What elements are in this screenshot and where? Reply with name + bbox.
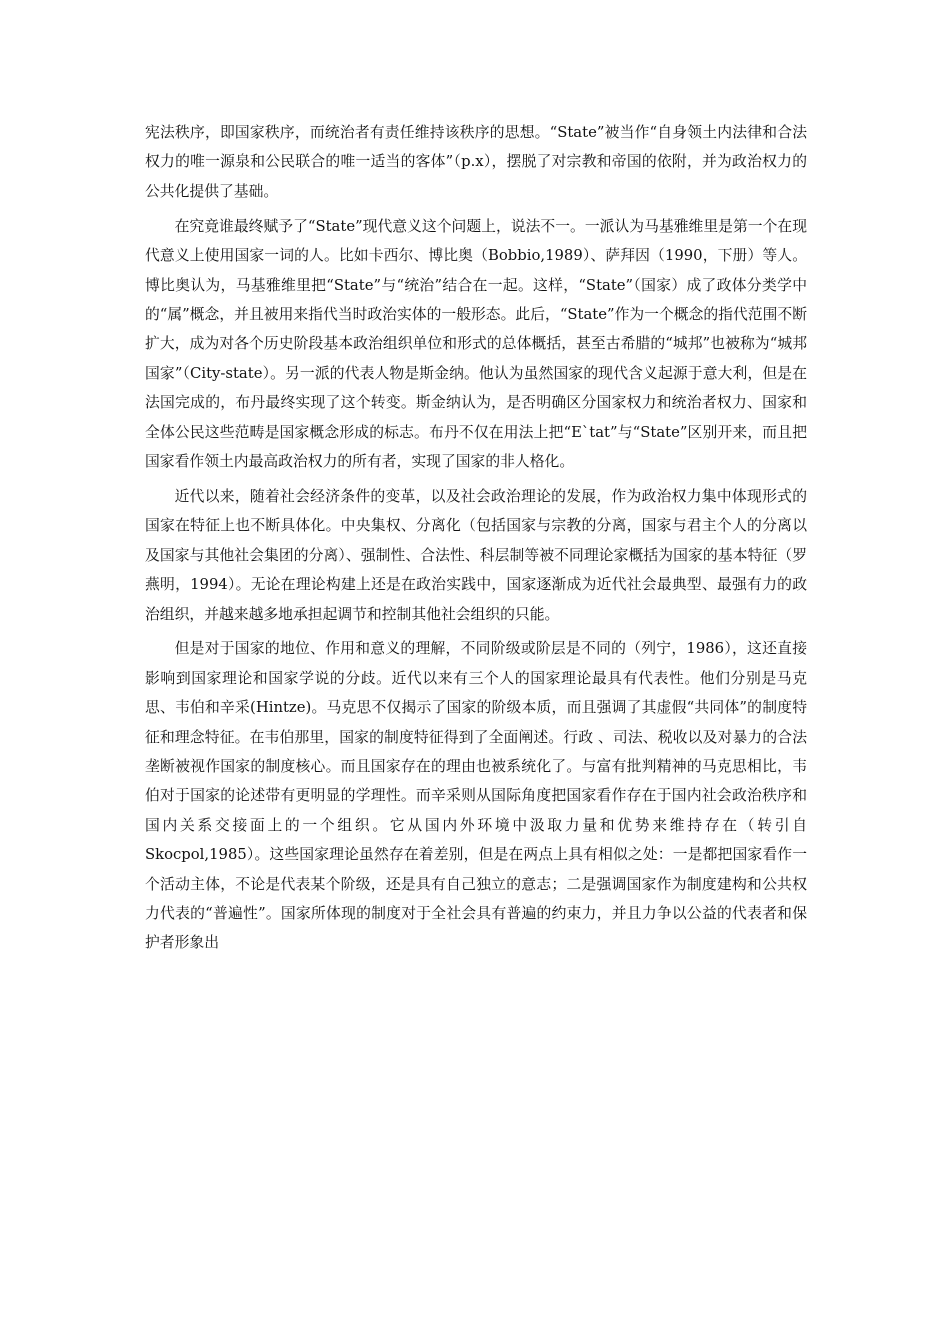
paragraph-3: 近代以来，随着社会经济条件的变革，以及社会政治理论的发展，作为政治权力集中体现形式的国家在特征上也不断具体化。中央集权、分离化（包括国家与宗教的分离，国家与君主个人的分离以及国家与其他社会集团的分离）、强制性、合法性、科层制等被不同理论家概括为国家的基本特征（罗燕明，1994）。无论在理论构建上还是在政治实践中，国家逐渐成为近代社会最典型、最强有力的政治组织，并越来越多地承担起调节和控制其他社会组织的只能。 — [145, 487, 807, 623]
document-body — [145, 118, 807, 963]
paragraph-1: 宪法秩序，即国家秩序，而统治者有责任维持该秩序的思想。“State”被当作“自身领土内法律和合法权力的唯一源泉和公民联合的唯一适当的客体”（p.x），摆脱了对宗教和帝国的依附，并为政治权力的公共化提供了基础。 — [145, 124, 807, 200]
paragraph-4: 但是对于国家的地位、作用和意义的理解，不同阶级或阶层是不同的（列宁，1986），这还直接影响到国家理论和国家学说的分歧。近代以来有三个人的国家理论最具有代表性。他们分别是马克思、韦伯和辛采(Hintze)。马克思不仅揭示了国家的阶级本质，而且强调了其虚假“共同体”的制度特征和理念特征。在韦伯那里，国家的制度特征得到了全面阐述。行政 、司法、税收以及对暴力的合法垄断被视作国家的制度核心。而且国家存在的理由也被系统化了。与富有批判精神的马克思相比，韦伯对于国家的论述带有更明显的学理性。而辛采则从国际角度把国家看作存在于国内社会政治秩序和国内关系交接面上的一个组织。它从国内外环境中汲取力量和优势来维持存在（转引自 Skocpol,1985）。这些国家理论虽然存在着差别，但是在两点上具有相似之处：一是都把国家看作一个活动主体，不论是代表某个阶级，还是具有自己独立的意志；二是强调国家作为制度建构和公共权力代表的“普遍性”。国家所体现的制度对于全社会具有普遍的约束力，并且力争以公益的代表者和保护者形象出 — [145, 640, 807, 952]
paragraph-2: 在究竟谁最终赋予了“State”现代意义这个问题上，说法不一。一派认为马基雅维里是第一个在现代意义上使用国家一词的人。比如卡西尔、博比奥（Bobbio,1989）、萨拜因（1990，下册）等人。博比奥认为，马基雅维里把“State”与“统治”结合在一起。这样，“State”（国家）成了政体分类学中的“属”概念，并且被用来指代当时政治实体的一般形态。此后，“State”作为一个概念的指代范围不断扩大，成为对各个历史阶段基本政治组织单位和形式的总体概括，甚至古希腊的“城邦”也被称为“城邦国家”（City-state）。另一派的代表人物是斯金纳。他认为虽然国家的现代含义起源于意大利，但是在法国完成的，布丹最终实现了这个转变。斯金纳认为，是否明确区分国家权力和统治者权力、国家和全体公民这些范畴是国家概念形成的标志。布丹不仅在用法上把“E`tat”与“State”区别开来，而且把国家看作领土内最高政治权力的所有者，实现了国家的非人格化。 — [145, 217, 807, 470]
